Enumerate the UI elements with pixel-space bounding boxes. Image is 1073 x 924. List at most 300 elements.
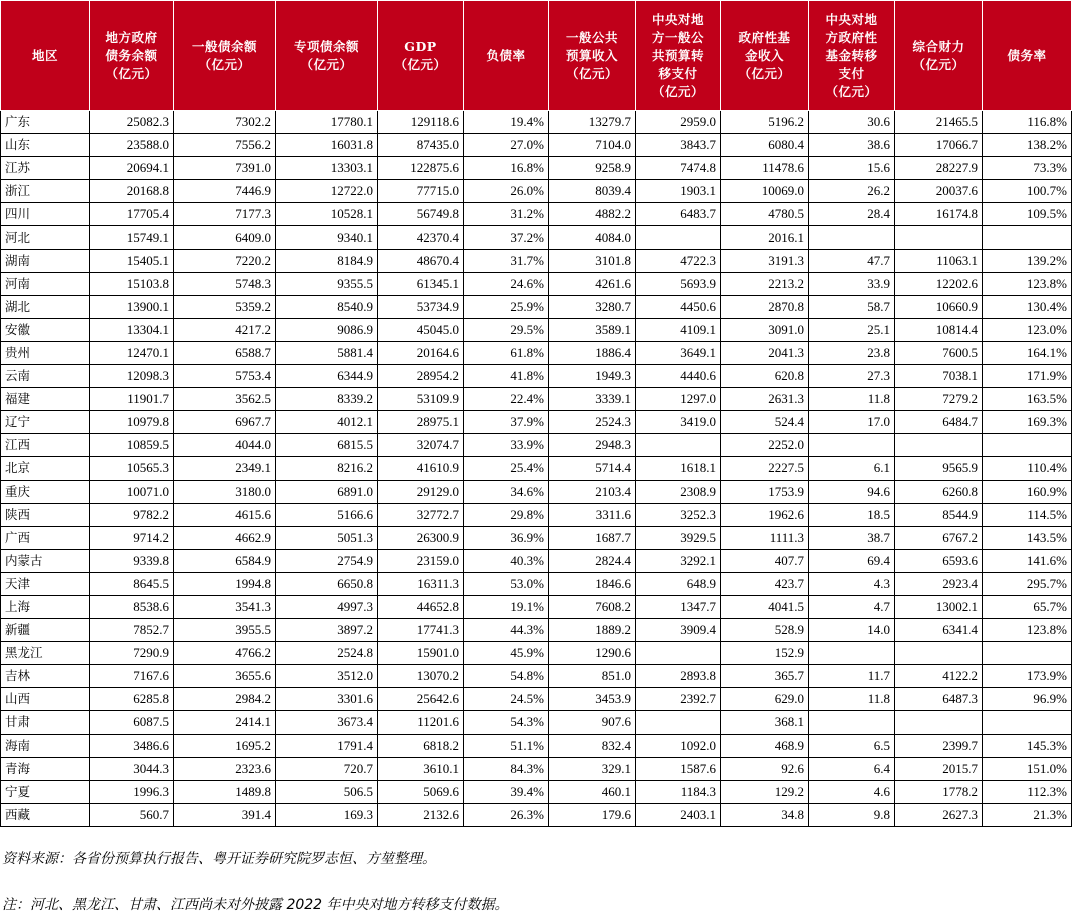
value-cell: 2631.3 <box>721 388 809 411</box>
value-cell: 1949.3 <box>549 365 636 388</box>
table-body <box>1 111 1072 827</box>
table-row <box>1 134 1072 157</box>
value-cell: 4.7 <box>809 595 895 618</box>
value-cell: 58.7 <box>809 295 895 318</box>
value-cell: 7391.0 <box>174 157 276 180</box>
value-cell: 110.4% <box>983 457 1072 480</box>
region-cell: 重庆 <box>1 480 90 503</box>
value-cell: 122875.6 <box>378 157 464 180</box>
value-cell: 5196.2 <box>721 111 809 134</box>
value-cell: 3929.5 <box>636 526 721 549</box>
value-cell <box>636 434 721 457</box>
value-cell: 2948.3 <box>549 434 636 457</box>
value-cell: 4.6 <box>809 780 895 803</box>
value-cell: 24.5% <box>464 688 549 711</box>
value-cell: 9.8 <box>809 803 895 826</box>
value-cell: 12098.3 <box>90 365 174 388</box>
column-header: 地区 <box>1 1 90 111</box>
table-row <box>1 503 1072 526</box>
value-cell: 4041.5 <box>721 595 809 618</box>
value-cell: 4012.1 <box>276 411 378 434</box>
value-cell: 173.9% <box>983 665 1072 688</box>
value-cell: 9339.8 <box>90 549 174 572</box>
value-cell: 4084.0 <box>549 226 636 249</box>
value-cell: 114.5% <box>983 503 1072 526</box>
value-cell: 1290.6 <box>549 642 636 665</box>
value-cell: 7474.8 <box>636 157 721 180</box>
value-cell: 129.2 <box>721 780 809 803</box>
value-cell: 2213.2 <box>721 272 809 295</box>
value-cell: 6080.4 <box>721 134 809 157</box>
value-cell <box>809 434 895 457</box>
value-cell: 100.7% <box>983 180 1072 203</box>
value-cell: 116.8% <box>983 111 1072 134</box>
region-cell: 湖南 <box>1 249 90 272</box>
value-cell: 4450.6 <box>636 295 721 318</box>
value-cell: 6967.7 <box>174 411 276 434</box>
value-cell: 41.8% <box>464 365 549 388</box>
value-cell: 9782.2 <box>90 503 174 526</box>
value-cell <box>809 226 895 249</box>
value-cell: 3589.1 <box>549 318 636 341</box>
value-cell: 1791.4 <box>276 734 378 757</box>
value-cell: 45.9% <box>464 642 549 665</box>
value-cell: 7302.2 <box>174 111 276 134</box>
region-cell: 湖北 <box>1 295 90 318</box>
value-cell: 6593.6 <box>895 549 983 572</box>
value-cell: 38.7 <box>809 526 895 549</box>
column-header: 专项债余额 （亿元） <box>276 1 378 111</box>
value-cell: 6484.7 <box>895 411 983 434</box>
value-cell: 4780.5 <box>721 203 809 226</box>
value-cell: 25.9% <box>464 295 549 318</box>
value-cell: 1695.2 <box>174 734 276 757</box>
value-cell: 17780.1 <box>276 111 378 134</box>
value-cell: 4662.9 <box>174 526 276 549</box>
value-cell: 29.5% <box>464 318 549 341</box>
value-cell: 26.0% <box>464 180 549 203</box>
value-cell: 27.3 <box>809 365 895 388</box>
value-cell: 53.0% <box>464 572 549 595</box>
value-cell <box>895 434 983 457</box>
value-cell: 15.6 <box>809 157 895 180</box>
value-cell <box>636 226 721 249</box>
value-cell: 169.3% <box>983 411 1072 434</box>
value-cell: 6767.2 <box>895 526 983 549</box>
table-row <box>1 180 1072 203</box>
value-cell: 2524.3 <box>549 411 636 434</box>
value-cell: 41610.9 <box>378 457 464 480</box>
value-cell: 8339.2 <box>276 388 378 411</box>
footnote: 注：河北、黑龙江、甘肃、江西尚未对外披露 2022 年中央对地方转移支付数据。 <box>2 897 509 913</box>
value-cell: 87435.0 <box>378 134 464 157</box>
value-cell: 15405.1 <box>90 249 174 272</box>
value-cell: 11.7 <box>809 665 895 688</box>
table-row <box>1 711 1072 734</box>
value-cell: 6087.5 <box>90 711 174 734</box>
value-cell: 2132.6 <box>378 803 464 826</box>
value-cell: 38.6 <box>809 134 895 157</box>
value-cell <box>983 226 1072 249</box>
value-cell: 1753.9 <box>721 480 809 503</box>
value-cell: 2392.7 <box>636 688 721 711</box>
value-cell: 1886.4 <box>549 341 636 364</box>
value-cell: 9355.5 <box>276 272 378 295</box>
value-cell: 17705.4 <box>90 203 174 226</box>
value-cell: 8540.9 <box>276 295 378 318</box>
value-cell: 145.3% <box>983 734 1072 757</box>
source-note: 资料来源：各省份预算执行报告、粤开证券研究院罗志恒、方堃整理。 <box>2 851 436 867</box>
value-cell: 56749.8 <box>378 203 464 226</box>
value-cell: 391.4 <box>174 803 276 826</box>
value-cell: 3453.9 <box>549 688 636 711</box>
value-cell: 4882.2 <box>549 203 636 226</box>
value-cell: 2227.5 <box>721 457 809 480</box>
table-row <box>1 619 1072 642</box>
value-cell: 4044.0 <box>174 434 276 457</box>
value-cell: 6.1 <box>809 457 895 480</box>
value-cell: 139.2% <box>983 249 1072 272</box>
region-cell: 内蒙古 <box>1 549 90 572</box>
value-cell: 368.1 <box>721 711 809 734</box>
value-cell <box>983 642 1072 665</box>
value-cell: 44.3% <box>464 619 549 642</box>
value-cell: 10979.8 <box>90 411 174 434</box>
value-cell: 1587.6 <box>636 757 721 780</box>
value-cell: 123.8% <box>983 619 1072 642</box>
value-cell: 10814.4 <box>895 318 983 341</box>
value-cell: 7177.3 <box>174 203 276 226</box>
value-cell: 832.4 <box>549 734 636 757</box>
table-row <box>1 526 1072 549</box>
value-cell: 9565.9 <box>895 457 983 480</box>
value-cell: 3897.2 <box>276 619 378 642</box>
column-header: 地方政府 债务余额 （亿元） <box>90 1 174 111</box>
region-cell: 河南 <box>1 272 90 295</box>
value-cell: 2252.0 <box>721 434 809 457</box>
value-cell: 5753.4 <box>174 365 276 388</box>
value-cell: 92.6 <box>721 757 809 780</box>
value-cell: 37.9% <box>464 411 549 434</box>
value-cell: 11201.6 <box>378 711 464 734</box>
value-cell: 1297.0 <box>636 388 721 411</box>
value-cell: 10528.1 <box>276 203 378 226</box>
value-cell: 3180.0 <box>174 480 276 503</box>
value-cell: 19.4% <box>464 111 549 134</box>
value-cell: 2414.1 <box>174 711 276 734</box>
value-cell: 10069.0 <box>721 180 809 203</box>
value-cell: 4122.2 <box>895 665 983 688</box>
value-cell: 6409.0 <box>174 226 276 249</box>
value-cell: 460.1 <box>549 780 636 803</box>
value-cell: 7279.2 <box>895 388 983 411</box>
value-cell: 3655.6 <box>174 665 276 688</box>
value-cell: 2403.1 <box>636 803 721 826</box>
table-row <box>1 480 1072 503</box>
value-cell: 2754.9 <box>276 549 378 572</box>
value-cell: 8544.9 <box>895 503 983 526</box>
region-cell: 广西 <box>1 526 90 549</box>
value-cell: 28.4 <box>809 203 895 226</box>
value-cell: 84.3% <box>464 757 549 780</box>
value-cell: 123.8% <box>983 272 1072 295</box>
value-cell: 7290.9 <box>90 642 174 665</box>
value-cell: 3512.0 <box>276 665 378 688</box>
table-row <box>1 318 1072 341</box>
value-cell: 506.5 <box>276 780 378 803</box>
value-cell: 3673.4 <box>276 711 378 734</box>
value-cell: 25.1 <box>809 318 895 341</box>
value-cell: 6285.8 <box>90 688 174 711</box>
table-row <box>1 411 1072 434</box>
region-cell: 上海 <box>1 595 90 618</box>
region-cell: 河北 <box>1 226 90 249</box>
value-cell: 129118.6 <box>378 111 464 134</box>
value-cell: 3101.8 <box>549 249 636 272</box>
value-cell: 3419.0 <box>636 411 721 434</box>
region-cell: 四川 <box>1 203 90 226</box>
value-cell: 143.5% <box>983 526 1072 549</box>
value-cell: 329.1 <box>549 757 636 780</box>
table-row <box>1 780 1072 803</box>
value-cell: 25082.3 <box>90 111 174 134</box>
value-cell: 32074.7 <box>378 434 464 457</box>
value-cell: 2399.7 <box>895 734 983 757</box>
table-row <box>1 111 1072 134</box>
value-cell: 54.3% <box>464 711 549 734</box>
value-cell <box>636 642 721 665</box>
value-cell: 11901.7 <box>90 388 174 411</box>
value-cell: 20164.6 <box>378 341 464 364</box>
value-cell: 8216.2 <box>276 457 378 480</box>
value-cell: 524.4 <box>721 411 809 434</box>
value-cell: 907.6 <box>549 711 636 734</box>
column-header: 一般公共 预算收入 （亿元） <box>549 1 636 111</box>
value-cell: 24.6% <box>464 272 549 295</box>
value-cell: 2041.3 <box>721 341 809 364</box>
column-header: 债务率 <box>983 1 1072 111</box>
value-cell: 18.5 <box>809 503 895 526</box>
value-cell: 14.0 <box>809 619 895 642</box>
value-cell: 2893.8 <box>636 665 721 688</box>
table-row <box>1 803 1072 826</box>
value-cell: 2984.2 <box>174 688 276 711</box>
value-cell: 25.4% <box>464 457 549 480</box>
value-cell: 1889.2 <box>549 619 636 642</box>
value-cell: 73.3% <box>983 157 1072 180</box>
value-cell: 26.3% <box>464 803 549 826</box>
value-cell: 10859.5 <box>90 434 174 457</box>
region-cell: 海南 <box>1 734 90 757</box>
value-cell: 3311.6 <box>549 503 636 526</box>
value-cell: 6.4 <box>809 757 895 780</box>
table-row <box>1 572 1072 595</box>
value-cell: 45045.0 <box>378 318 464 341</box>
value-cell: 4109.1 <box>636 318 721 341</box>
value-cell: 13304.1 <box>90 318 174 341</box>
value-cell: 16311.3 <box>378 572 464 595</box>
region-cell: 天津 <box>1 572 90 595</box>
value-cell: 94.6 <box>809 480 895 503</box>
value-cell: 12202.6 <box>895 272 983 295</box>
value-cell: 7852.7 <box>90 619 174 642</box>
value-cell: 12722.0 <box>276 180 378 203</box>
value-cell: 648.9 <box>636 572 721 595</box>
value-cell: 13279.7 <box>549 111 636 134</box>
column-header: 政府性基 金收入 （亿元） <box>721 1 809 111</box>
value-cell: 16.8% <box>464 157 549 180</box>
value-cell: 560.7 <box>90 803 174 826</box>
value-cell: 6260.8 <box>895 480 983 503</box>
value-cell: 1489.8 <box>174 780 276 803</box>
value-cell: 6584.9 <box>174 549 276 572</box>
table-row <box>1 226 1072 249</box>
value-cell: 6341.4 <box>895 619 983 642</box>
value-cell: 1903.1 <box>636 180 721 203</box>
value-cell <box>809 642 895 665</box>
value-cell: 3562.5 <box>174 388 276 411</box>
value-cell: 1996.3 <box>90 780 174 803</box>
value-cell: 27.0% <box>464 134 549 157</box>
region-cell: 黑龙江 <box>1 642 90 665</box>
value-cell: 123.0% <box>983 318 1072 341</box>
region-cell: 甘肃 <box>1 711 90 734</box>
value-cell: 3649.1 <box>636 341 721 364</box>
value-cell <box>983 711 1072 734</box>
value-cell <box>895 642 983 665</box>
value-cell: 53734.9 <box>378 295 464 318</box>
value-cell: 20168.8 <box>90 180 174 203</box>
table-row <box>1 757 1072 780</box>
value-cell: 15103.8 <box>90 272 174 295</box>
value-cell: 2103.4 <box>549 480 636 503</box>
value-cell: 160.9% <box>983 480 1072 503</box>
value-cell: 3292.1 <box>636 549 721 572</box>
value-cell: 1846.6 <box>549 572 636 595</box>
value-cell: 2349.1 <box>174 457 276 480</box>
value-cell: 11063.1 <box>895 249 983 272</box>
value-cell: 9340.1 <box>276 226 378 249</box>
region-cell: 浙江 <box>1 180 90 203</box>
table-row <box>1 734 1072 757</box>
value-cell: 36.9% <box>464 526 549 549</box>
value-cell: 33.9% <box>464 434 549 457</box>
value-cell: 22.4% <box>464 388 549 411</box>
value-cell: 39.4% <box>464 780 549 803</box>
region-cell: 北京 <box>1 457 90 480</box>
value-cell: 31.7% <box>464 249 549 272</box>
value-cell: 1347.7 <box>636 595 721 618</box>
value-cell: 295.7% <box>983 572 1072 595</box>
table-row <box>1 549 1072 572</box>
value-cell: 12470.1 <box>90 341 174 364</box>
column-header: 综合财力 （亿元） <box>895 1 983 111</box>
value-cell: 5166.6 <box>276 503 378 526</box>
value-cell: 2824.4 <box>549 549 636 572</box>
region-cell: 贵州 <box>1 341 90 364</box>
value-cell: 152.9 <box>721 642 809 665</box>
value-cell: 28954.2 <box>378 365 464 388</box>
value-cell: 468.9 <box>721 734 809 757</box>
value-cell: 629.0 <box>721 688 809 711</box>
column-header: 中央对地 方政府性 基金转移 支付 （亿元） <box>809 1 895 111</box>
value-cell: 8039.4 <box>549 180 636 203</box>
value-cell: 7446.9 <box>174 180 276 203</box>
value-cell: 21465.5 <box>895 111 983 134</box>
value-cell: 4440.6 <box>636 365 721 388</box>
table-row <box>1 434 1072 457</box>
value-cell: 61345.1 <box>378 272 464 295</box>
value-cell: 4997.3 <box>276 595 378 618</box>
value-cell: 6818.2 <box>378 734 464 757</box>
region-cell: 新疆 <box>1 619 90 642</box>
value-cell: 2870.8 <box>721 295 809 318</box>
table-row <box>1 272 1072 295</box>
value-cell: 9714.2 <box>90 526 174 549</box>
value-cell: 151.0% <box>983 757 1072 780</box>
table-row <box>1 388 1072 411</box>
value-cell: 5359.2 <box>174 295 276 318</box>
value-cell: 34.6% <box>464 480 549 503</box>
value-cell: 720.7 <box>276 757 378 780</box>
value-cell <box>895 711 983 734</box>
value-cell: 28227.9 <box>895 157 983 180</box>
value-cell: 4722.3 <box>636 249 721 272</box>
value-cell: 171.9% <box>983 365 1072 388</box>
table-row <box>1 642 1072 665</box>
value-cell: 69.4 <box>809 549 895 572</box>
value-cell: 2015.7 <box>895 757 983 780</box>
value-cell: 6891.0 <box>276 480 378 503</box>
value-cell: 1962.6 <box>721 503 809 526</box>
value-cell: 163.5% <box>983 388 1072 411</box>
region-cell: 吉林 <box>1 665 90 688</box>
value-cell: 29.8% <box>464 503 549 526</box>
value-cell: 10565.3 <box>90 457 174 480</box>
table-row <box>1 157 1072 180</box>
value-cell: 5748.3 <box>174 272 276 295</box>
value-cell: 7167.6 <box>90 665 174 688</box>
value-cell: 5069.6 <box>378 780 464 803</box>
value-cell: 13002.1 <box>895 595 983 618</box>
region-cell: 宁夏 <box>1 780 90 803</box>
value-cell: 11478.6 <box>721 157 809 180</box>
value-cell: 179.6 <box>549 803 636 826</box>
value-cell: 26300.9 <box>378 526 464 549</box>
value-cell: 77715.0 <box>378 180 464 203</box>
value-cell: 2959.0 <box>636 111 721 134</box>
value-cell: 5881.4 <box>276 341 378 364</box>
region-cell: 江西 <box>1 434 90 457</box>
value-cell: 3843.7 <box>636 134 721 157</box>
table-row <box>1 365 1072 388</box>
value-cell: 42370.4 <box>378 226 464 249</box>
table-row <box>1 203 1072 226</box>
value-cell: 6487.3 <box>895 688 983 711</box>
value-cell: 15901.0 <box>378 642 464 665</box>
value-cell: 7608.2 <box>549 595 636 618</box>
value-cell: 3280.7 <box>549 295 636 318</box>
value-cell: 6344.9 <box>276 365 378 388</box>
value-cell: 10660.9 <box>895 295 983 318</box>
table-row <box>1 595 1072 618</box>
region-cell: 辽宁 <box>1 411 90 434</box>
value-cell: 3909.4 <box>636 619 721 642</box>
value-cell: 20694.1 <box>90 157 174 180</box>
value-cell: 8645.5 <box>90 572 174 595</box>
value-cell: 10071.0 <box>90 480 174 503</box>
value-cell: 11.8 <box>809 688 895 711</box>
